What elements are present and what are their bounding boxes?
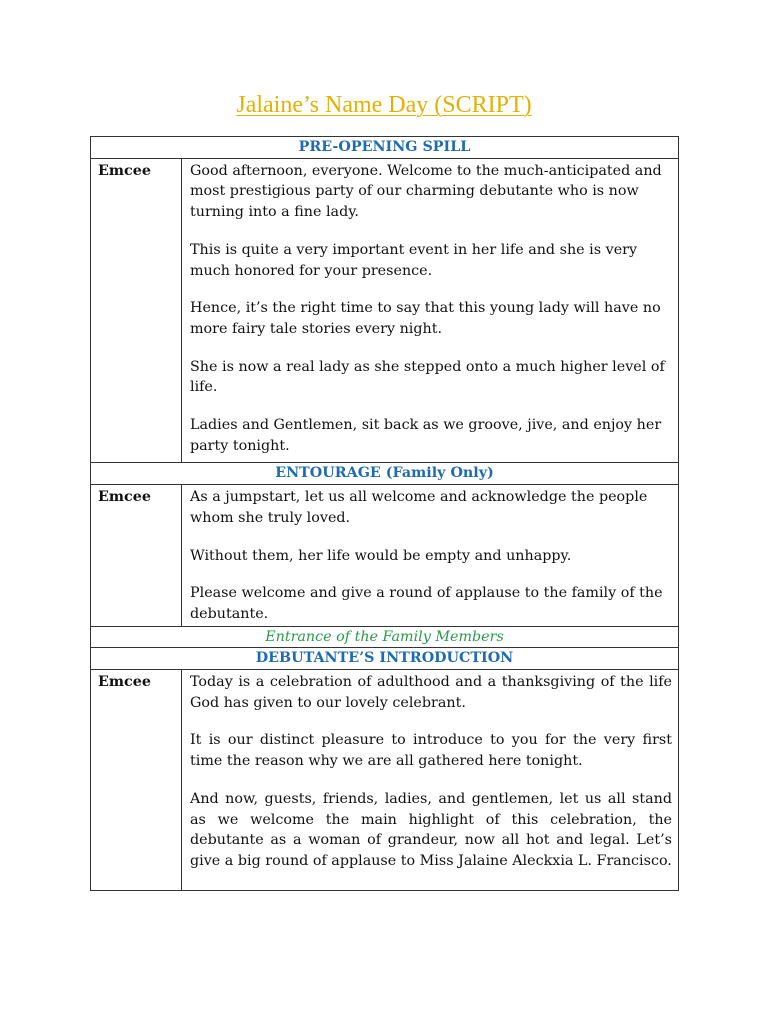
speaker-label: Emcee: [91, 485, 182, 627]
speaker-label: Emcee: [91, 670, 182, 891]
dialogue-row: [91, 485, 679, 627]
section-heading-row: [91, 648, 679, 670]
speech-paragraph: She is now a real lady as she stepped onto a much higher level of life.: [190, 358, 665, 396]
speech-paragraph: Hence, it’s the right time to say that this young lady will have no more fairy tale stories every night.: [190, 300, 661, 337]
speech-paragraph: And now, guests, friends, ladies, and gentlemen, let us all stand as we welcome the main highlight of this celebration, the debutante as a woman of grandeur, now all hot and legal. Let’s give a big round of applause to Miss Jalaine Aleckxia L. Francisco.: [190, 790, 672, 869]
speech-cell: [182, 670, 679, 891]
speech-paragraph: This is quite a very important event in her life and she is very much honored for your presence.: [190, 241, 638, 279]
section-heading-entourage: ENTOURAGE (Family Only): [91, 463, 679, 485]
stage-direction: Entrance of the Family Members: [91, 626, 679, 648]
script-table: [90, 136, 679, 891]
speech-paragraph: Today is a celebration of adulthood and a thanksgiving of the life God has given to our lovely celebrant.: [190, 674, 672, 711]
speech-paragraph: It is our distinct pleasure to introduce to you for the very first time the reason why we are all gathered here tonight.: [190, 732, 672, 770]
speech-cell: [182, 485, 679, 627]
document-title: Jalaine’s Name Day (SCRIPT): [236, 92, 532, 118]
speech-paragraph: Good afternoon, everyone. Welcome to the much-anticipated and most prestigious party of our charming debutante who is now turning into a fine lady.: [190, 162, 662, 221]
speech-paragraph: As a jumpstart, let us all welcome and acknowledge the people whom she truly loved.: [190, 489, 648, 526]
dialogue-row: [91, 158, 679, 463]
section-heading-debutante-introduction: DEBUTANTE’S INTRODUCTION: [91, 648, 679, 670]
speech-cell: [182, 158, 679, 463]
speech-paragraph: Without them, her life would be empty and unhappy.: [190, 547, 572, 564]
section-heading-pre-opening: PRE-OPENING SPILL: [91, 137, 679, 159]
section-heading-row: [91, 137, 679, 159]
speech-paragraph: Please welcome and give a round of applause to the family of the debutante.: [190, 585, 663, 622]
speaker-label: Emcee: [91, 158, 182, 463]
speech-paragraph: Ladies and Gentlemen, sit back as we groove, jive, and enjoy her party tonight.: [190, 417, 662, 454]
section-heading-row: [91, 463, 679, 485]
stage-direction-row: [91, 626, 679, 648]
dialogue-row: [91, 670, 679, 891]
